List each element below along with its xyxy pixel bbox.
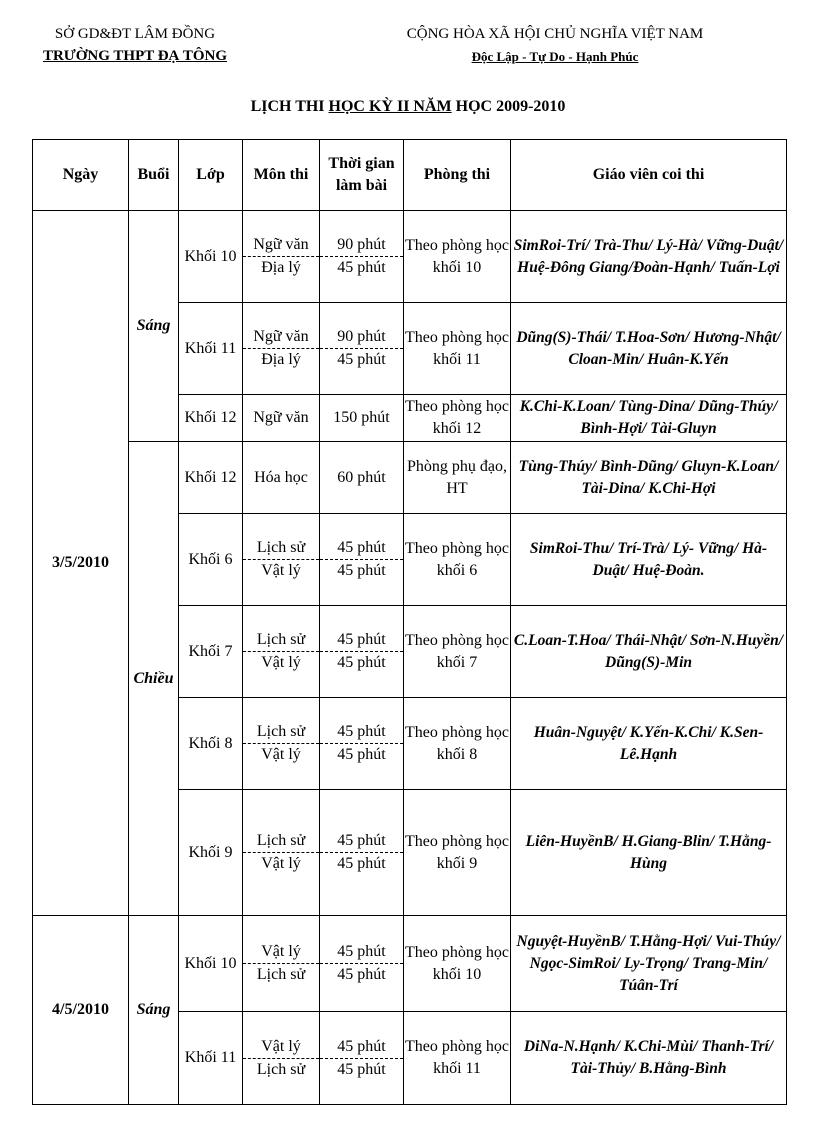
- duration-cell: [320, 211, 404, 303]
- class-cell: Khối 12: [179, 442, 243, 514]
- exam-schedule-table: [32, 139, 787, 1105]
- class-cell: Khối 6: [179, 514, 243, 606]
- table-row: [33, 211, 787, 303]
- duration-cell: 150 phút: [320, 395, 404, 442]
- duration-cell: [320, 698, 404, 790]
- room-cell: Phòng phụ đạo, HT: [404, 442, 511, 514]
- table-row: [33, 442, 787, 514]
- national-motto: Độc Lập - Tự Do - Hạnh Phúc: [471, 49, 639, 64]
- room-cell: Theo phòng học khối 9: [404, 790, 511, 916]
- subject: Lịch sử: [256, 631, 306, 648]
- subject: Vật lý: [261, 943, 301, 960]
- class-cell: Khối 10: [179, 916, 243, 1012]
- proctors-cell: Liên-HuyềnB/ H.Giang-Blin/ T.Hằng-Hùng: [511, 790, 787, 916]
- duration-cell: [320, 790, 404, 916]
- class-cell: Khối 10: [179, 211, 243, 303]
- duration: 45 phút: [337, 631, 386, 648]
- duration-cell: [320, 303, 404, 395]
- document-title: LỊCH THI HỌC KỲ II NĂM HỌC 2009-2010: [250, 98, 566, 115]
- subject-cell: [243, 916, 320, 1012]
- subject: Vật lý: [261, 1037, 301, 1055]
- room-cell: Theo phòng học khối 11: [404, 303, 511, 395]
- subject-cell: [243, 1012, 320, 1105]
- duration: 45 phút: [320, 743, 403, 766]
- col-header-room: Phòng thi: [404, 140, 511, 211]
- subject-cell: [243, 211, 320, 303]
- duration-cell: [320, 514, 404, 606]
- subject: Địa lý: [243, 256, 319, 279]
- department-name: SỞ GD&ĐT LÂM ĐỒNG: [54, 26, 216, 42]
- subject-cell: [243, 606, 320, 698]
- proctors-cell: DiNa-N.Hạnh/ K.Chi-Mùi/ Thanh-Trí/ Tài-Thủy/ B.Hằng-Bình: [511, 1012, 787, 1105]
- proctors-cell: Nguyệt-HuyềnB/ T.Hằng-Hợi/ Vui-Thúy/ Ngọc-SimRoi/ Ly-Trọng/ Trang-Min/ Túân-Trí: [511, 916, 787, 1012]
- subject: Địa lý: [243, 348, 319, 371]
- duration-cell: [320, 606, 404, 698]
- duration-cell: [320, 916, 404, 1012]
- duration: 45 phút: [320, 852, 403, 875]
- room-cell: Theo phòng học khối 10: [404, 916, 511, 1012]
- col-header-session: Buổi: [129, 140, 179, 211]
- duration: 45 phút: [320, 348, 403, 371]
- room-cell: Theo phòng học khối 6: [404, 514, 511, 606]
- class-cell: Khối 8: [179, 698, 243, 790]
- subject-cell: [243, 303, 320, 395]
- subject: Lịch sử: [243, 1058, 319, 1081]
- subject-cell: [243, 790, 320, 916]
- duration: 45 phút: [320, 256, 403, 279]
- col-header-class: Lớp: [179, 140, 243, 211]
- school-name: TRƯỜNG THPT ĐẠ TÔNG: [42, 48, 228, 64]
- col-header-proctors: Giáo viên coi thi: [511, 140, 787, 211]
- table-header-row: [33, 140, 787, 211]
- room-cell: Theo phòng học khối 11: [404, 1012, 511, 1105]
- subject: Lịch sử: [256, 539, 306, 556]
- duration: 45 phút: [320, 651, 403, 674]
- subject: Ngữ văn: [253, 236, 309, 253]
- subject: Ngữ văn: [253, 328, 309, 345]
- class-cell: Khối 9: [179, 790, 243, 916]
- subject: Vật lý: [243, 852, 319, 875]
- class-cell: Khối 7: [179, 606, 243, 698]
- subject: Vật lý: [243, 651, 319, 674]
- session-cell: Sáng: [129, 916, 179, 1105]
- room-cell: Theo phòng học khối 10: [404, 211, 511, 303]
- subject: Lịch sử: [256, 832, 306, 849]
- subject-cell: Ngữ văn: [243, 395, 320, 442]
- proctors-cell: Dũng(S)-Thái/ T.Hoa-Sơn/ Hương-Nhật/ Cloan-Min/ Huân-K.Yến: [511, 303, 787, 395]
- duration: 90 phút: [337, 236, 386, 253]
- col-header-date: Ngày: [33, 140, 129, 211]
- proctors-cell: Huân-Nguyệt/ K.Yến-K.Chi/ K.Sen-Lê.Hạnh: [511, 698, 787, 790]
- table-row: [33, 916, 787, 1012]
- subject-cell: [243, 698, 320, 790]
- date-cell: 3/5/2010: [33, 211, 129, 916]
- subject: Vật lý: [243, 743, 319, 766]
- room-cell: Theo phòng học khối 7: [404, 606, 511, 698]
- room-cell: Theo phòng học khối 12: [404, 395, 511, 442]
- proctors-cell: SimRoi-Trí/ Trà-Thu/ Lý-Hà/ Vững-Duật/ Huệ-Đông Giang/Đoàn-Hạnh/ Tuấn-Lợi: [511, 211, 787, 303]
- duration: 45 phút: [320, 1058, 403, 1081]
- col-header-subject: Môn thi: [243, 140, 320, 211]
- session-cell: Sáng: [129, 211, 179, 442]
- class-cell: Khối 12: [179, 395, 243, 442]
- room-cell: Theo phòng học khối 8: [404, 698, 511, 790]
- subject-cell: [243, 514, 320, 606]
- national-title: CỘNG HÒA XÃ HỘI CHỦ NGHĨA VIỆT NAM: [406, 26, 704, 42]
- col-header-duration: Thời gian làm bài: [320, 140, 404, 211]
- duration: 45 phút: [337, 832, 386, 849]
- class-cell: Khối 11: [179, 1012, 243, 1105]
- class-cell: Khối 11: [179, 303, 243, 395]
- duration: 45 phút: [337, 723, 386, 740]
- proctors-cell: K.Chi-K.Loan/ Tùng-Dina/ Dũng-Thúy/ Bình-Hợi/ Tài-Gluyn: [511, 395, 787, 442]
- duration: 45 phút: [337, 539, 386, 556]
- duration-cell: [320, 1012, 404, 1105]
- session-cell: Chiều: [129, 442, 179, 916]
- duration-cell: 60 phút: [320, 442, 404, 514]
- subject-cell: Hóa học: [243, 442, 320, 514]
- duration: 90 phút: [337, 328, 386, 345]
- date-cell: 4/5/2010: [33, 916, 129, 1105]
- subject: Lịch sử: [243, 963, 319, 986]
- proctors-cell: C.Loan-T.Hoa/ Thái-Nhật/ Sơn-N.Huyền/ Dũng(S)-Min: [511, 606, 787, 698]
- duration: 45 phút: [337, 943, 386, 960]
- subject: Lịch sử: [256, 723, 306, 740]
- duration: 45 phút: [320, 963, 403, 986]
- duration: 45 phút: [337, 1037, 386, 1055]
- proctors-cell: SimRoi-Thu/ Trí-Trà/ Lý- Vững/ Hà-Duật/ Huệ-Đoàn.: [511, 514, 787, 606]
- subject: Vật lý: [243, 559, 319, 582]
- duration: 45 phút: [320, 559, 403, 582]
- proctors-cell: Tùng-Thúy/ Bình-Dũng/ Gluyn-K.Loan/ Tài-Dina/ K.Chi-Hợi: [511, 442, 787, 514]
